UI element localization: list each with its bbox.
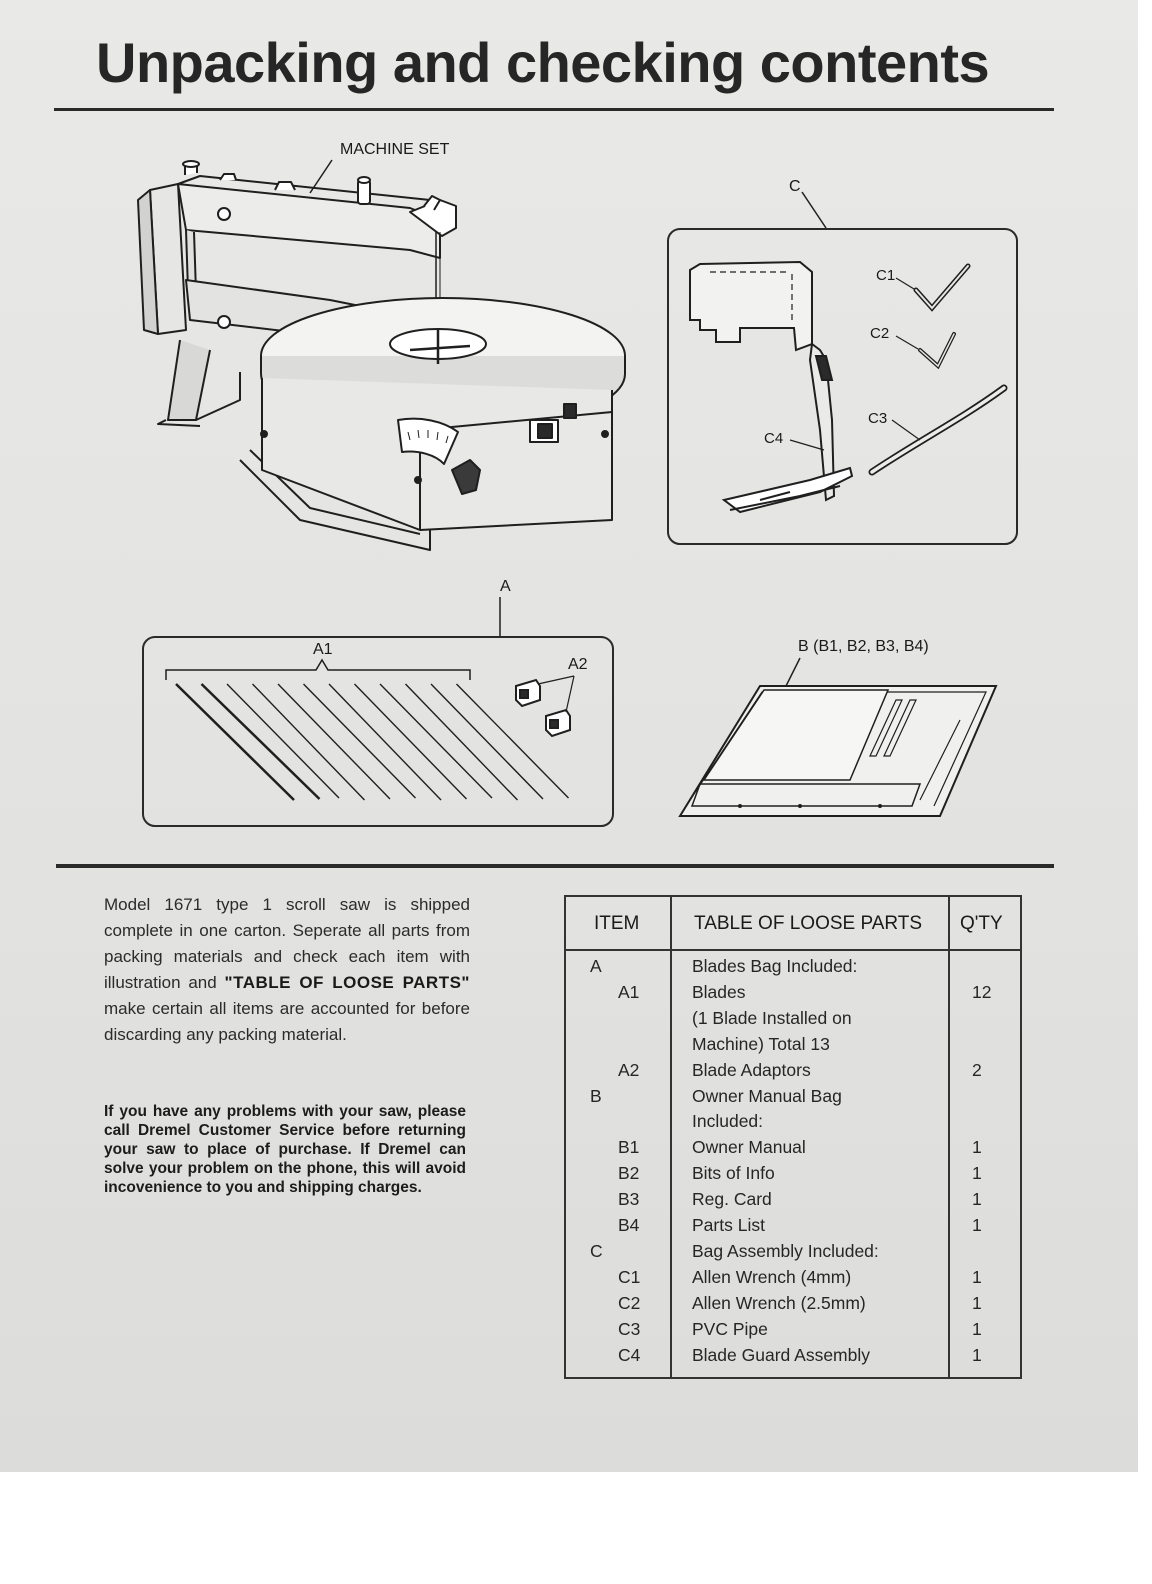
column-divider xyxy=(948,897,950,1377)
row-description: Blades xyxy=(692,981,746,1002)
intro-text-before: Model 1671 type 1 scroll saw is shipped complete in one carton. Seperate all parts from packing materials and check each item with illustration and xyxy=(104,895,470,992)
row-description: Owner Manual Bag xyxy=(692,1085,842,1106)
row-subitem-code: C2 xyxy=(618,1292,641,1313)
row-item-code: A xyxy=(590,956,602,976)
blade-line xyxy=(355,684,467,799)
blade-line xyxy=(457,684,569,798)
blade-adaptors-drawing xyxy=(516,680,570,736)
row-description: Blades Bag Included: xyxy=(692,956,858,976)
row-item-code: C xyxy=(590,1240,603,1261)
row-description: Blade Guard Assembly xyxy=(692,1344,871,1365)
row-subitem-code: B4 xyxy=(618,1215,640,1235)
row-description: Parts List xyxy=(692,1215,765,1235)
row-item-code: B xyxy=(590,1085,602,1106)
row-subitem-code: C4 xyxy=(618,1344,641,1365)
a1-label: A1 xyxy=(313,641,333,658)
row-quantity: 1 xyxy=(972,1292,982,1313)
blade-line xyxy=(253,684,365,800)
intro-paragraph xyxy=(104,892,470,1048)
blade-line xyxy=(329,684,441,800)
blade-line xyxy=(278,684,390,799)
row-description: Reg. Card xyxy=(692,1189,772,1210)
c4-label: C4 xyxy=(764,430,784,447)
blade-line xyxy=(380,684,492,798)
row-quantity: 1 xyxy=(972,1163,982,1184)
row-subitem-code: B2 xyxy=(618,1163,640,1184)
row-description: (1 Blade Installed on xyxy=(692,1007,852,1028)
row-subitem-code: B3 xyxy=(618,1189,640,1210)
row-description: Owner Manual xyxy=(692,1137,806,1158)
blade-guard-drawing xyxy=(690,262,852,512)
owner-manual-drawing xyxy=(680,658,996,816)
a-label: A xyxy=(500,578,511,595)
blade-line xyxy=(406,684,518,800)
row-quantity: 12 xyxy=(972,981,992,1002)
blade-line xyxy=(176,684,294,800)
row-quantity: 1 xyxy=(972,1215,982,1235)
row-description: Allen Wrench (2.5mm) xyxy=(692,1292,866,1313)
blade-line xyxy=(304,684,416,798)
table-header-row xyxy=(566,897,1020,951)
row-quantity: 1 xyxy=(972,1318,982,1339)
c1-label: C1 xyxy=(876,267,896,284)
row-quantity: 2 xyxy=(972,1059,982,1080)
row-subitem-code: A2 xyxy=(618,1059,640,1080)
bag-assembly-box xyxy=(668,192,1017,544)
c-label: C xyxy=(789,178,801,195)
c2-label: C2 xyxy=(870,325,890,342)
row-description: Included: xyxy=(692,1111,764,1132)
row-quantity: 1 xyxy=(972,1189,982,1210)
c3-label: C3 xyxy=(868,410,888,427)
header-quantity: Q'TY xyxy=(960,913,1003,934)
row-quantity: 1 xyxy=(972,1137,982,1158)
row-subitem-code: B1 xyxy=(618,1137,640,1158)
row-subitem-code: C1 xyxy=(618,1266,641,1287)
row-description: Blade Adaptors xyxy=(692,1059,811,1080)
blades-bag-box xyxy=(143,597,613,826)
row-quantity: 1 xyxy=(972,1266,982,1287)
intro-emphasis: "TABLE OF LOOSE PARTS" xyxy=(224,973,470,992)
loose-parts-table xyxy=(564,895,1022,1379)
row-description: Bits of Info xyxy=(692,1163,775,1184)
row-description: Machine) Total 13 xyxy=(692,1033,830,1054)
customer-service-notice: If you have any problems with your saw, please call Dremel Customer Service before returning your saw to place of purchase. If Dremel can solve your problem on the phone, this will avoid incovenience to you and shipping charges. xyxy=(104,1103,466,1196)
intro-text-after: make certain all items are accounted for before discarding any packing material. xyxy=(104,999,470,1044)
row-description: PVC Pipe xyxy=(692,1318,768,1339)
a2-label: A2 xyxy=(568,656,588,673)
blades-drawing xyxy=(176,684,569,800)
row-subitem-code: A1 xyxy=(618,981,640,1002)
column-divider xyxy=(670,897,672,1377)
page-title: Unpacking and checking contents xyxy=(96,31,990,94)
row-subitem-code: C3 xyxy=(618,1318,641,1339)
row-description: Bag Assembly Included: xyxy=(692,1240,879,1261)
row-quantity: 1 xyxy=(972,1344,982,1365)
machine-set-label: MACHINE SET xyxy=(340,141,450,158)
blade-line xyxy=(227,684,339,798)
section-divider xyxy=(56,864,1054,868)
header-item: ITEM xyxy=(594,913,640,934)
scroll-saw-drawing xyxy=(138,160,625,550)
blade-line xyxy=(202,684,320,799)
header-description: TABLE OF LOOSE PARTS xyxy=(694,913,923,934)
row-description: Allen Wrench (4mm) xyxy=(692,1266,852,1287)
b-label: B (B1, B2, B3, B4) xyxy=(798,638,929,655)
